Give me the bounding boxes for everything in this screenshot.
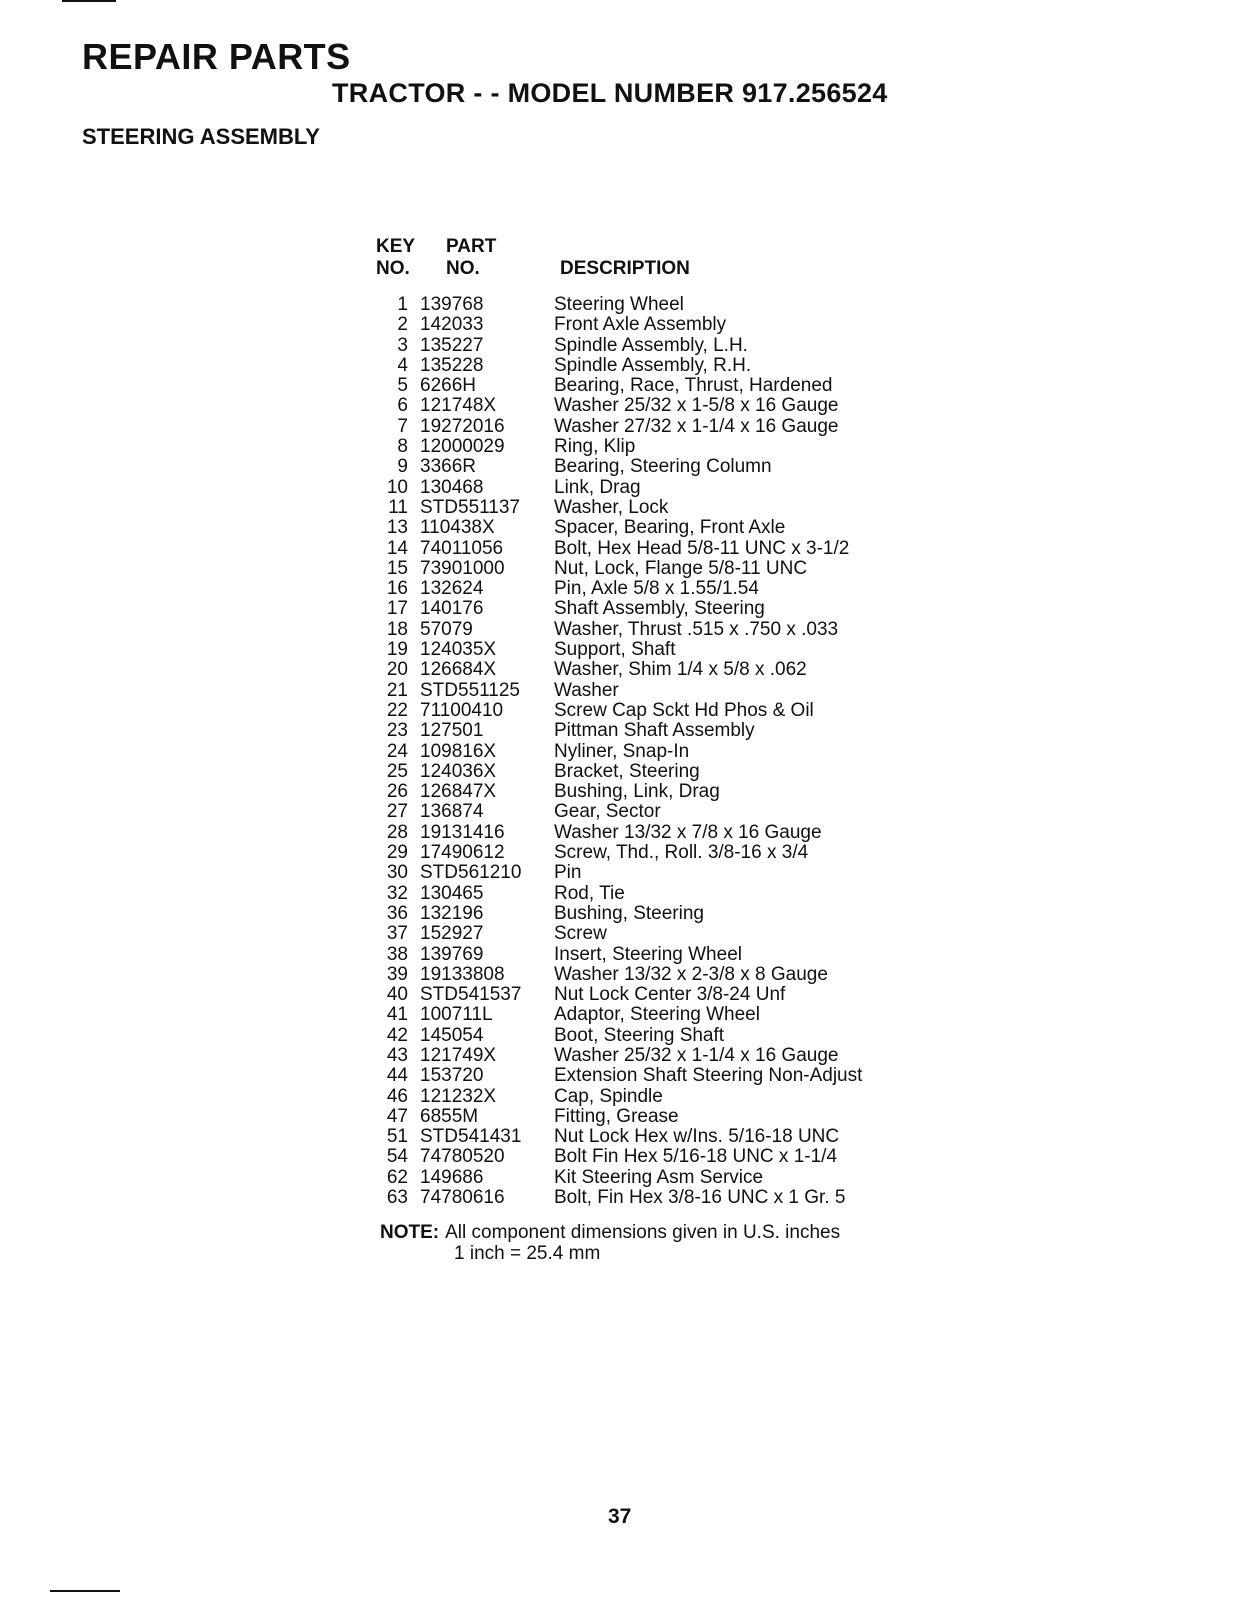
note-line-1: All component dimensions given in U.S. inches <box>445 1222 841 1243</box>
part-no-cell: 6855M <box>420 1105 479 1127</box>
part-no-cell: 121749X <box>420 1044 497 1066</box>
key-no-cell: 63 <box>386 1187 408 1209</box>
table-row <box>374 559 862 579</box>
part-no-cell: STD551137 <box>420 496 520 518</box>
description-cell: Washer, Thrust .515 x .750 x .033 <box>554 618 839 640</box>
note-line-2: 1 inch = 25.4 mm <box>454 1243 601 1264</box>
description-cell: Pittman Shaft Assembly <box>554 720 755 742</box>
key-no-cell: 15 <box>386 557 408 579</box>
key-no-cell: 2 <box>397 314 408 336</box>
key-no-cell: 9 <box>397 456 408 478</box>
key-no-cell: 39 <box>386 963 408 985</box>
part-no-cell: 153720 <box>420 1065 484 1087</box>
description-cell: Bushing, Link, Drag <box>554 781 720 803</box>
part-no-cell: 3366R <box>420 456 476 478</box>
key-no-cell: 28 <box>386 821 408 843</box>
table-row <box>374 417 862 437</box>
key-no-cell: 26 <box>386 781 408 803</box>
table-row <box>374 660 862 680</box>
part-no-cell: 139768 <box>420 294 484 315</box>
key-no-cell: 32 <box>386 882 408 904</box>
part-no-cell: 149686 <box>420 1166 484 1188</box>
key-no-cell: 25 <box>386 760 408 782</box>
key-no-cell: 13 <box>386 517 408 539</box>
table-row <box>374 945 862 965</box>
description-cell: Pin, Axle 5/8 x 1.55/1.54 <box>554 578 759 600</box>
table-row <box>374 599 862 619</box>
description-cell: Adaptor, Steering Wheel <box>554 1004 760 1026</box>
description-cell: Spacer, Bearing, Front Axle <box>554 517 786 539</box>
description-cell: Screw <box>554 923 607 945</box>
part-no-cell: 110438X <box>420 517 495 539</box>
part-no-cell: 121232X <box>420 1085 497 1107</box>
key-no-cell: 54 <box>386 1146 408 1168</box>
description-cell: Washer 25/32 x 1-1/4 x 16 Gauge <box>554 1044 839 1066</box>
part-no-cell: 74780616 <box>420 1187 505 1209</box>
part-no-header: PART NO. <box>446 236 497 279</box>
bottom-rule <box>50 1590 120 1592</box>
table-row <box>374 721 862 741</box>
table-row <box>374 620 862 640</box>
table-row <box>374 762 862 782</box>
key-no-cell: 10 <box>386 476 408 498</box>
part-no-cell: 142033 <box>420 314 484 336</box>
part-no-cell: 132196 <box>420 902 484 924</box>
page-title: REPAIR PARTS <box>82 36 351 77</box>
key-no-cell: 27 <box>386 801 408 823</box>
part-no-cell: 126847X <box>420 781 497 803</box>
table-row <box>374 924 862 944</box>
table-row <box>374 1066 862 1086</box>
description-cell: Washer, Lock <box>554 496 669 518</box>
table-row <box>374 457 862 477</box>
key-no-cell: 37 <box>386 923 408 945</box>
description-cell: Extension Shaft Steering Non-Adjust <box>554 1065 863 1087</box>
description-cell: Bushing, Steering <box>554 902 704 924</box>
table-row <box>374 843 862 863</box>
key-no-cell: 22 <box>386 699 408 721</box>
table-row <box>374 1168 862 1188</box>
description-cell: Screw, Thd., Roll. 3/8-16 x 3/4 <box>554 842 809 864</box>
description-cell: Nut Lock Center 3/8-24 Unf <box>554 984 786 1006</box>
description-cell: Link, Drag <box>554 476 641 498</box>
description-cell: Bolt, Fin Hex 3/8-16 UNC x 1 Gr. 5 <box>554 1187 846 1209</box>
description-cell: Support, Shaft <box>554 639 676 661</box>
description-cell: Nut Lock Hex w/Ins. 5/16-18 UNC <box>554 1126 840 1148</box>
table-row <box>374 336 862 356</box>
description-cell: Steering Wheel <box>554 294 684 315</box>
table-row <box>374 802 862 822</box>
description-cell: Washer 13/32 x 2-3/8 x 8 Gauge <box>554 963 828 985</box>
part-no-cell: 139769 <box>420 943 484 965</box>
table-row <box>374 478 862 498</box>
description-cell: Nut, Lock, Flange 5/8-11 UNC <box>554 557 808 579</box>
key-no-cell: 36 <box>386 902 408 924</box>
description-header: DESCRIPTION <box>560 258 690 279</box>
table-row <box>374 356 862 376</box>
key-no-cell: 42 <box>386 1024 408 1046</box>
part-no-cell: 71100410 <box>420 699 504 721</box>
part-no-cell: 124035X <box>420 639 497 661</box>
table-row <box>374 1005 862 1025</box>
part-no-cell: 132624 <box>420 578 484 600</box>
description-cell: Bolt Fin Hex 5/16-18 UNC x 1-1/4 <box>554 1146 838 1168</box>
part-no-cell: 57079 <box>420 618 473 640</box>
page-number: 37 <box>608 1505 632 1528</box>
part-no-cell: STD551125 <box>420 679 520 701</box>
key-no-cell: 41 <box>386 1004 408 1026</box>
part-no-cell: 17490612 <box>420 842 505 864</box>
key-no-cell: 43 <box>386 1044 408 1066</box>
table-row <box>374 498 862 518</box>
key-no-header: KEY NO. <box>376 236 416 279</box>
key-no-cell: 51 <box>386 1126 408 1148</box>
part-no-cell: STD561210 <box>420 862 522 884</box>
part-no-cell: 130468 <box>420 476 484 498</box>
table-row <box>374 965 862 985</box>
description-cell: Nyliner, Snap-In <box>554 740 690 762</box>
key-no-cell: 38 <box>386 943 408 965</box>
key-no-cell: 7 <box>397 415 408 437</box>
key-no-cell: 11 <box>388 496 408 518</box>
description-cell: Bracket, Steering <box>554 760 700 782</box>
part-no-cell: STD541431 <box>420 1126 522 1148</box>
part-no-cell: 126684X <box>420 659 497 681</box>
table-row <box>374 518 862 538</box>
key-no-cell: 1 <box>397 294 408 315</box>
section-heading: STEERING ASSEMBLY <box>82 124 320 149</box>
table-row <box>374 1026 862 1046</box>
table-row <box>374 437 862 457</box>
part-no-cell: 109816X <box>420 740 497 762</box>
parts-table <box>374 295 862 1208</box>
part-no-cell: 152927 <box>420 923 484 945</box>
table-row <box>374 1046 862 1066</box>
key-no-cell: 23 <box>386 720 408 742</box>
key-no-cell: 5 <box>397 375 408 397</box>
key-no-cell: 16 <box>386 578 408 600</box>
description-cell: Gear, Sector <box>554 801 661 823</box>
table-row <box>374 742 862 762</box>
part-no-cell: 135227 <box>420 334 484 356</box>
table-row <box>374 863 862 883</box>
key-no-cell: 21 <box>386 679 408 701</box>
part-no-cell: 74780520 <box>420 1146 505 1168</box>
model-heading: TRACTOR - - MODEL NUMBER 917.256524 <box>332 78 888 108</box>
key-no-cell: 3 <box>397 334 408 356</box>
table-row <box>374 1107 862 1127</box>
part-no-cell: 136874 <box>420 801 484 823</box>
key-no-cell: 47 <box>386 1105 408 1127</box>
part-no-cell: 19133808 <box>420 963 505 985</box>
description-cell: Rod, Tie <box>554 882 625 904</box>
part-no-cell: STD541537 <box>420 984 522 1006</box>
part-no-cell: 74011056 <box>420 537 504 559</box>
table-row <box>374 376 862 396</box>
key-no-cell: 62 <box>386 1166 408 1188</box>
key-no-cell: 17 <box>386 598 408 620</box>
table-row <box>374 1188 862 1208</box>
table-row <box>374 539 862 559</box>
description-cell: Bearing, Race, Thrust, Hardened <box>554 375 833 397</box>
table-row <box>374 985 862 1005</box>
key-no-cell: 4 <box>397 354 408 376</box>
description-cell: Washer 27/32 x 1-1/4 x 16 Gauge <box>554 415 839 437</box>
key-no-cell: 24 <box>386 740 408 762</box>
table-row <box>374 396 862 416</box>
description-cell: Screw Cap Sckt Hd Phos & Oil <box>554 699 814 721</box>
key-no-cell: 46 <box>386 1085 408 1107</box>
part-no-cell: 130465 <box>420 882 484 904</box>
table-row <box>374 884 862 904</box>
key-no-cell: 18 <box>386 618 408 640</box>
parts-table-body <box>374 295 862 1208</box>
table-row <box>374 640 862 660</box>
key-no-cell: 6 <box>397 395 408 417</box>
table-row <box>374 782 862 802</box>
part-no-cell: 127501 <box>420 720 484 742</box>
description-cell: Washer 13/32 x 7/8 x 16 Gauge <box>554 821 822 843</box>
part-no-cell: 19272016 <box>420 415 505 437</box>
description-cell: Fitting, Grease <box>554 1105 679 1127</box>
table-row <box>374 315 862 335</box>
description-cell: Washer, Shim 1/4 x 5/8 x .062 <box>554 659 807 681</box>
description-cell: Boot, Steering Shaft <box>554 1024 725 1046</box>
table-row <box>374 681 862 701</box>
key-no-cell: 8 <box>397 436 408 458</box>
part-no-cell: 135228 <box>420 354 484 376</box>
description-cell: Cap, Spindle <box>554 1085 663 1107</box>
description-cell: Ring, Klip <box>554 436 636 458</box>
description-cell: Bolt, Hex Head 5/8-11 UNC x 3-1/2 <box>554 537 850 559</box>
table-row <box>374 295 862 315</box>
key-no-cell: 40 <box>386 984 408 1006</box>
key-no-cell: 14 <box>386 537 408 559</box>
part-no-cell: 100711L <box>420 1004 493 1026</box>
part-no-cell: 121748X <box>420 395 497 417</box>
table-row <box>374 1127 862 1147</box>
part-no-cell: 19131416 <box>420 821 505 843</box>
key-no-cell: 29 <box>386 842 408 864</box>
description-cell: Shaft Assembly, Steering <box>554 598 765 620</box>
table-row <box>374 904 862 924</box>
description-cell: Washer 25/32 x 1-5/8 x 16 Gauge <box>554 395 839 417</box>
key-no-cell: 19 <box>386 639 408 661</box>
part-no-cell: 12000029 <box>420 436 505 458</box>
top-rule <box>62 0 116 2</box>
note <box>380 1222 840 1264</box>
part-no-cell: 140176 <box>420 598 484 620</box>
description-cell: Spindle Assembly, R.H. <box>554 354 752 376</box>
key-no-cell: 20 <box>386 659 408 681</box>
description-cell: Bearing, Steering Column <box>554 456 772 478</box>
part-no-cell: 6266H <box>420 375 476 397</box>
table-row <box>374 579 862 599</box>
description-cell: Kit Steering Asm Service <box>554 1166 764 1188</box>
description-cell: Insert, Steering Wheel <box>554 943 742 965</box>
description-cell: Spindle Assembly, L.H. <box>554 334 748 356</box>
description-cell: Front Axle Assembly <box>554 314 727 336</box>
table-row <box>374 1087 862 1107</box>
table-row <box>374 823 862 843</box>
table-row <box>374 701 862 721</box>
key-no-cell: 30 <box>386 862 408 884</box>
note-label: NOTE: <box>380 1222 440 1243</box>
part-no-cell: 124036X <box>420 760 497 782</box>
table-row <box>374 1147 862 1167</box>
description-cell: Washer <box>554 679 619 701</box>
part-no-cell: 145054 <box>420 1024 484 1046</box>
key-no-cell: 44 <box>386 1065 408 1087</box>
description-cell: Pin <box>554 862 582 884</box>
part-no-cell: 73901000 <box>420 557 505 579</box>
